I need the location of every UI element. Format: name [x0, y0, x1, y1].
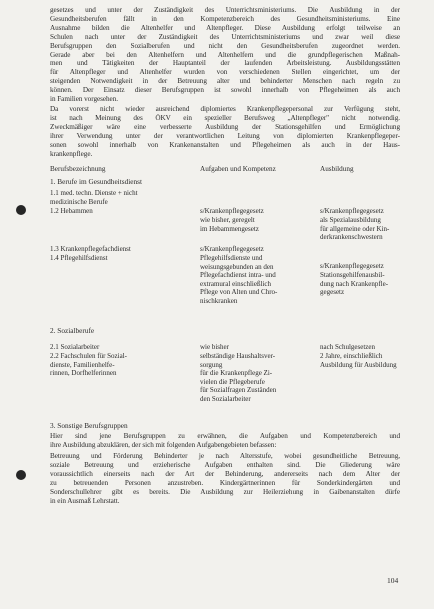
- cell-line: Stationsgehilfenausbil-: [320, 271, 385, 279]
- cell-line: sorgung: [200, 360, 223, 369]
- cell-line: s/Krankenpflegegesetz: [320, 207, 384, 216]
- cell-line: s/Krankenpflegegesetz: [320, 262, 384, 271]
- header-aufgaben: Aufgaben und Kompetenz: [200, 165, 276, 174]
- text-line: Zweckmäßiger wäre eine verbesserte Ausbildung der Stationsgehilfen und Ermöglichung: [50, 122, 400, 131]
- cell-line: Ausbildung für Ausbildung: [320, 360, 397, 369]
- table-row: [50, 207, 400, 243]
- header-berufsbezeichnung: Berufsbezeichnung: [50, 165, 106, 174]
- text-line: voraussichtlich einerseits nach der Art der Behinderung, andererseits nach dem Alter der: [50, 470, 400, 479]
- text-line: gesetzes und unter der Zuständigkeit des Unterrichtsministeriums. Die Ausbildung in der: [50, 6, 400, 14]
- cell-line: derkrankenschwestern: [320, 233, 383, 242]
- text-line: steigenden Notwendigkeit in der Betreuung alter und behinderter Menschen nach regeln zu: [50, 77, 400, 86]
- page-number: 104: [387, 576, 399, 585]
- cell-line: 2 Jahre, einschließlich: [320, 352, 383, 360]
- cell-line: nischkranken: [200, 296, 238, 305]
- text-line: Berufsgruppen den Sozialberufen und nicht den Gesundheitsberufen zugeordnet werden.: [50, 41, 400, 50]
- cell-line: extramural einschließlich: [200, 279, 271, 288]
- training-2: [320, 343, 410, 369]
- text-line: krankenpflege.: [50, 149, 93, 158]
- text-line: Betreuung und Förderung Behinderter je nach Altersstufe, wobei gesundheitliche Betreuung,: [50, 452, 400, 461]
- competence-1-2: [200, 207, 316, 233]
- cell-line: den Sozialarbeiter: [200, 394, 251, 403]
- cell-line: dienste, Familienhelfe-: [50, 360, 115, 369]
- table-row: [50, 245, 400, 323]
- cell-line: medizinische Berufe: [50, 198, 108, 206]
- cell-line: 2.2 Fachschulen für Sozial-: [50, 352, 127, 360]
- cell-line: 1.4 Pflegehilfsdienst: [50, 254, 108, 262]
- punch-hole: [16, 205, 26, 215]
- paragraph-oekv-opinion: [50, 105, 400, 158]
- header-ausbildung: Ausbildung: [320, 165, 354, 174]
- page-content: [50, 4, 400, 506]
- item-1-2: [50, 207, 198, 216]
- cell-line: s/Krankenpflegegesetz: [200, 207, 264, 216]
- table-row: [50, 343, 400, 409]
- text-line: ihre Ausbildung abzuklären, der sich mit folgenden Aufgabengebieten befassen:: [50, 441, 277, 450]
- text-line: können. Der Einsatz dieser Berufsgruppen ist sowohl innerhalb von Pflegeheimen als auch: [50, 86, 400, 95]
- text-line: in Familien vorgesehen.: [50, 95, 118, 104]
- cell-line: 1.2 Hebammen: [50, 207, 93, 216]
- section-3-title: 3. Sonstige Berufsgruppen: [50, 421, 128, 431]
- section-2-title: 2. Sozialberufe: [50, 326, 95, 336]
- cell-line: dung nach Krankenpfle-: [320, 279, 389, 288]
- text-line: ist nach Meinung des ÖKV ein spezieller Berufsweg „Altenpfleger" nicht notwendig.: [50, 113, 400, 122]
- cell-line: selbständige Haushaltsver-: [200, 352, 276, 360]
- text-line: Gerade aber bei den Altenhelfern und Altenhelfern und die grundpflegerischen Maßnah-: [50, 50, 400, 59]
- competence-2: [200, 343, 316, 403]
- cell-line: Pflege von Alten und Chro-: [200, 288, 278, 297]
- punch-hole: [16, 470, 26, 480]
- cell-line: 2.1 Sozialarbeiter: [50, 343, 100, 352]
- item-1-1: [50, 189, 198, 206]
- cell-line: rinnen, Dorfhelferinnen: [50, 369, 117, 378]
- text-line: in ein Ausmaß Lehrstatt.: [50, 496, 120, 505]
- cell-line: für die Krankenpflege Zi-: [200, 369, 273, 378]
- training-1-3: [320, 262, 410, 296]
- table-header: [50, 165, 400, 174]
- cell-line: Pflegefachdienst intra- und: [200, 271, 276, 280]
- text-line: Ausnahme bilden die Altenhelfer und Altenpfleger. Diese Ausbildung erfolgt teilweise an: [50, 23, 400, 32]
- section-1-title: 1. Berufe im Gesundheitsdienst: [50, 177, 143, 187]
- cell-line: vielen die Pflegeberufe: [200, 377, 265, 386]
- cell-line: 1.3 Krankenpflegefachdienst: [50, 245, 131, 254]
- cell-line: gegesetz: [320, 288, 345, 297]
- item-1-3: [50, 245, 198, 262]
- text-line: Hier sind jene Berufsgruppen zu erwähnen, die Aufgaben und Kompetenzbereich und: [50, 432, 400, 441]
- item-2: [50, 343, 198, 377]
- text-line: Sonderschullehrer gibt es bereits. Die Ausbildung zur Heilerziehung in Gaibenanstalten dürfe: [50, 487, 400, 496]
- cell-line: Pflegehilfsdienste und: [200, 254, 263, 262]
- text-line: Gesundheitsberufen fällt in den Kompetenzbereich des Gesundheitsministeriums. Eine: [50, 14, 400, 23]
- cell-line: im Hebammengesetz: [200, 224, 259, 233]
- cell-line: wie bisher, geregelt: [200, 216, 255, 224]
- text-line: für Altenpfleger und Altenhelfer wurden von verschiedenen Stellen eingerichtet, um der: [50, 68, 400, 77]
- cell-line: für Sozialfragen Zuständen: [200, 386, 277, 395]
- text-line: sonen sowohl innerhalb von Krankenanstalten und Pflegeheimen als auch in der Haus-: [50, 140, 400, 149]
- paragraph-section-3-intro: [50, 432, 400, 450]
- text-line: zu betreuenden Personen anzustreben. Kindergärtnerinnen für Sonderkindergärten und: [50, 478, 400, 487]
- paragraph-intro: [50, 6, 400, 104]
- text-line: Schulen nach unter der Zuständigkeit des Unterrichtsministeriums und zwar weil diese: [50, 32, 400, 41]
- competence-1-3: [200, 245, 316, 305]
- cell-line: nach Schulgesetzen: [320, 343, 376, 352]
- table-row: [50, 189, 400, 207]
- cell-line: für allgemeine oder Kin-: [320, 224, 390, 233]
- text-line: soziale Betreuung und erzieherische Aufgaben enthalten sind. Die Gliederung wäre: [50, 461, 400, 470]
- text-line: men und Tätigkeiten der Hauptanteil der laufenden Arbeitsleistung. Ausbildungsstätten: [50, 59, 400, 68]
- cell-line: 1.1 med. techn. Dienste + nicht: [50, 189, 138, 198]
- paragraph-section-3-body: [50, 452, 400, 505]
- cell-line: als Spezialausbildung: [320, 216, 381, 224]
- text-line: ihrer Verwendung unter der verantwortlichen Leitung von diplomierten Krankenpflegeper-: [50, 131, 400, 140]
- cell-line: weisungsgebunden an den: [200, 262, 274, 271]
- text-line: Da vorerst nicht wieder ausreichend diplomiertes Krankenpflegepersonal zur Verfügung steht,: [50, 104, 400, 113]
- cell-line: s/Krankenpflegegesetz: [200, 245, 264, 254]
- cell-line: wie bisher: [200, 343, 229, 352]
- training-1-2: [320, 207, 410, 241]
